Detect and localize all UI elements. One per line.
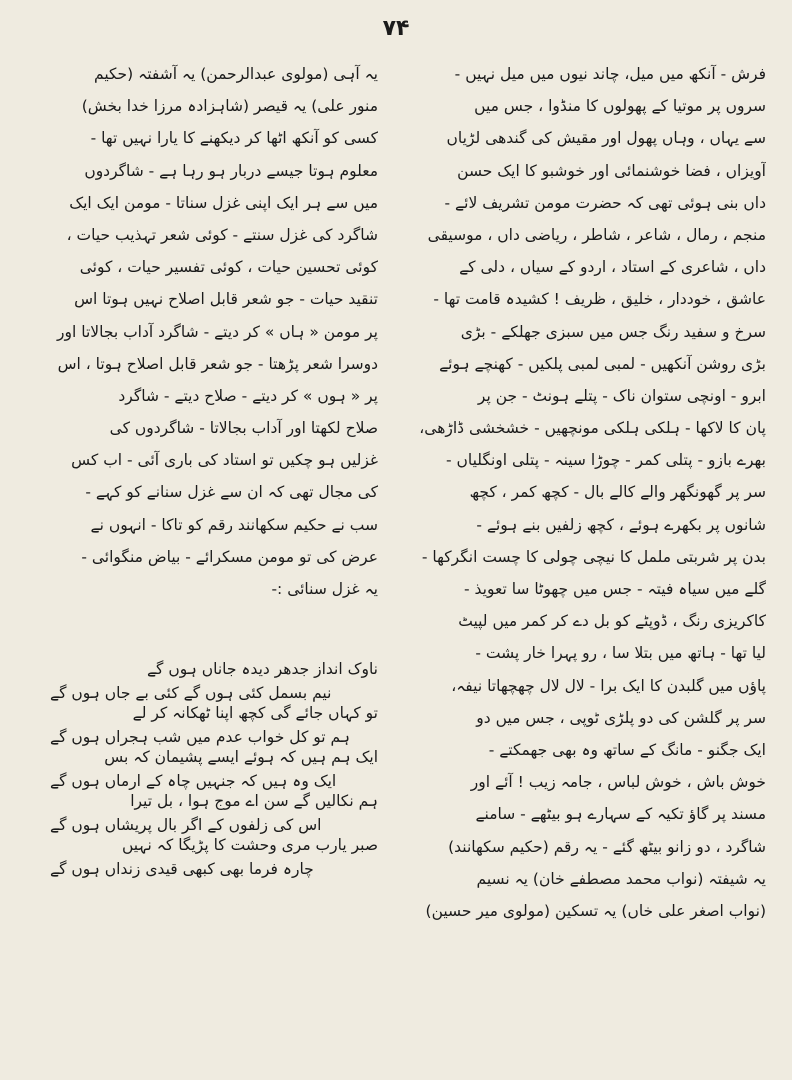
text-line: داں ، شاعری کے استاد ، اردو کے سیاں ، دلی کے (459, 258, 766, 277)
text-line: ابرو - اونچی ستوان ناک - پتلے ہونٹ - جن پر (477, 386, 766, 405)
text-line: (نواب اصغر علی خاں) یہ تسکین (مولوی میر حسین) (425, 901, 766, 920)
couplet-second-line: اس کی زلفوں کے اگر بال پریشاں ہوں گے (50, 816, 322, 834)
text-line: پان کا لاکھا - ہلکی ہلکی مونچھیں - خشخشی ڈاڑھی، (419, 419, 766, 438)
text-line: خوش باش ، خوش لباس ، جامہ زیب ! آئے اور (470, 773, 766, 792)
couplet-second-line: چارہ فرما بھی کبھی قیدی زنداں ہوں گے (50, 860, 314, 878)
couplet-first-line: ناوک انداز جدھر دیدہ جاناں ہوں گے (146, 660, 378, 678)
text-line: سب نے حکیم سکھانند رقم کو تاکا - انہوں نے (90, 515, 378, 534)
text-line: سرخ و سفید رنگ جس میں سبزی جھلکے - بڑی (460, 322, 766, 341)
text-line: عرض کی تو مومن مسکرائے - بیاض منگوائی - (81, 547, 378, 566)
text-line: مسند پر گاؤ تکیہ کے سہارے ہو بیٹھے - سامنے (475, 805, 766, 824)
left-text-column (40, 58, 378, 605)
text-line: شاگرد کی غزل سنتے - کوئی شعر تہذیب حیات ، (66, 225, 378, 244)
text-line: پر « ہوں » کر دیتے - صلاح دیتے - شاگرد (118, 386, 378, 405)
text-line: کی مجال تھی کہ ان سے غزل سنانے کو کہے - (85, 483, 378, 502)
text-line: میں سے ہر ایک اپنی غزل سناتا - مومن ایک ایک (69, 193, 378, 212)
poem-couplet (40, 704, 378, 748)
page-number: ۷۴ (382, 16, 410, 41)
couplet-second-line: ہم تو کل خواب عدم میں شب ہجراں ہوں گے (50, 728, 350, 746)
text-line: یہ غزل سنائی :- (271, 580, 378, 598)
text-line: کسی کو آنکھ اٹھا کر دیکھنے کا یارا نہیں تھا - (90, 129, 378, 148)
text-line: سر پر گھونگھر والے کالے بال - کچھ کمر ، کچھ (469, 483, 766, 502)
text-line: معلوم ہوتا جیسے دربار ہو رہا ہے - شاگردوں (84, 161, 378, 180)
text-line: آویزاں ، فضا خوشنمائی اور خوشبو کا ایک حسن (457, 161, 766, 180)
text-line: منجم ، رمال ، شاعر ، شاطر ، ریاضی داں ، موسیقی (427, 225, 766, 244)
poem-couplet (40, 748, 378, 792)
text-line: کوئی تحسین حیات ، کوئی تفسیر حیات ، کوئی (79, 258, 378, 277)
text-line: سے یہاں ، وہاں پھول اور مقیش کی گندھی لڑیاں (446, 129, 766, 148)
text-line: دوسرا شعر پڑھتا - جو شعر قابل اصلاح ہوتا ، اس (57, 354, 378, 373)
text-line: سروں پر موتیا کے پھولوں کا منڈوا ، جس میں (474, 97, 766, 116)
right-text-column (404, 58, 766, 927)
text-line: صلاح لکھتا اور آداب بجالاتا - شاگردوں کی (109, 419, 378, 438)
text-line: شانوں پر بکھرے ہوئے ، کچھ زلفیں بنے ہوئے - (476, 515, 766, 534)
text-line: لیا تھا - ہاتھ میں بتلا سا ، رو پہرا خار پشت - (475, 644, 766, 663)
text-line: ایک جگنو - مانگ کے ساتھ وہ بھی جھمکتے - (488, 740, 766, 759)
ghazal-poem (40, 660, 378, 880)
text-line: منور علی) یہ قیصر (شاہزادہ مرزا خدا بخش) (81, 97, 378, 116)
text-line: غزلیں ہو چکیں تو استاد کی باری آئی - اب کس (71, 451, 378, 470)
poem-couplet (40, 792, 378, 836)
couplet-first-line: تو کہاں جائے گی کچھ اپنا ٹھکانہ کر لے (132, 704, 378, 722)
text-line: بھرے بازو - پتلی کمر - چوڑا سینہ - پتلی اونگلیاں - (445, 451, 766, 470)
text-line: داں بنی ہوئی تھی کہ حضرت مومن تشریف لائے - (444, 193, 766, 212)
text-line: فرش - آنکھ میں میل، چاند نیوں میں میل نہیں - (454, 65, 766, 83)
text-line: بدن پر شربتی ململ کا نیچی چولی کا چست انگرکھا - (421, 547, 766, 566)
text-line: پاؤں میں گلبدن کا ایک برا - لال لال چھچھاتا نیفہ، (451, 676, 766, 695)
couplet-first-line: صبر یارب مری وحشت کا پڑیگا کہ نہیں (122, 836, 378, 854)
couplet-first-line: ہم نکالیں گے سن اے موج ہوا ، بل تیرا (130, 792, 378, 810)
couplet-second-line: نیم بسمل کئی ہوں گے کئی بے جاں ہوں گے (50, 684, 332, 702)
text-line: یہ شیفتہ (نواب محمد مصطفے خان) یہ نسیم (476, 869, 766, 888)
text-line: پر مومن « ہاں » کر دیتے - شاگرد آداب بجالاتا اور (57, 322, 378, 341)
couplet-first-line: ایک ہم ہیں کہ ہوئے ایسے پشیمان کہ بس (104, 748, 378, 766)
poem-couplet (40, 660, 378, 704)
text-line: شاگرد ، دو زانو بیٹھ گئے - یہ رقم (حکیم سکھانند) (448, 837, 766, 856)
text-line: یہ آہی (مولوی عبدالرحمن) یہ آشفتہ (حکیم (94, 65, 378, 83)
text-line: بڑی روشن آنکھیں - لمبی لمبی پلکیں - کھنچے ہوئے (439, 354, 766, 373)
text-line: گلے میں سیاہ فیتہ - جس میں چھوٹا سا تعویذ - (464, 580, 766, 598)
text-line: عاشق ، خوددار ، خلیق ، ظریف ! کشیدہ قامت تھا - (433, 290, 766, 309)
text-line: تنقید حیات - جو شعر قابل اصلاح نہیں ہوتا اس (74, 290, 378, 309)
text-line: کاکریزی رنگ ، ڈوپٹے کو بل دے کر کمر میں لپیٹ (458, 612, 766, 631)
couplet-second-line: ایک وہ ہیں کہ جنہیں چاہ کے ارماں ہوں گے (50, 772, 337, 790)
text-line: سر پر گلشن کی دو پلڑی ٹوپی ، جس میں دو (476, 708, 766, 727)
poem-couplet (40, 836, 378, 880)
